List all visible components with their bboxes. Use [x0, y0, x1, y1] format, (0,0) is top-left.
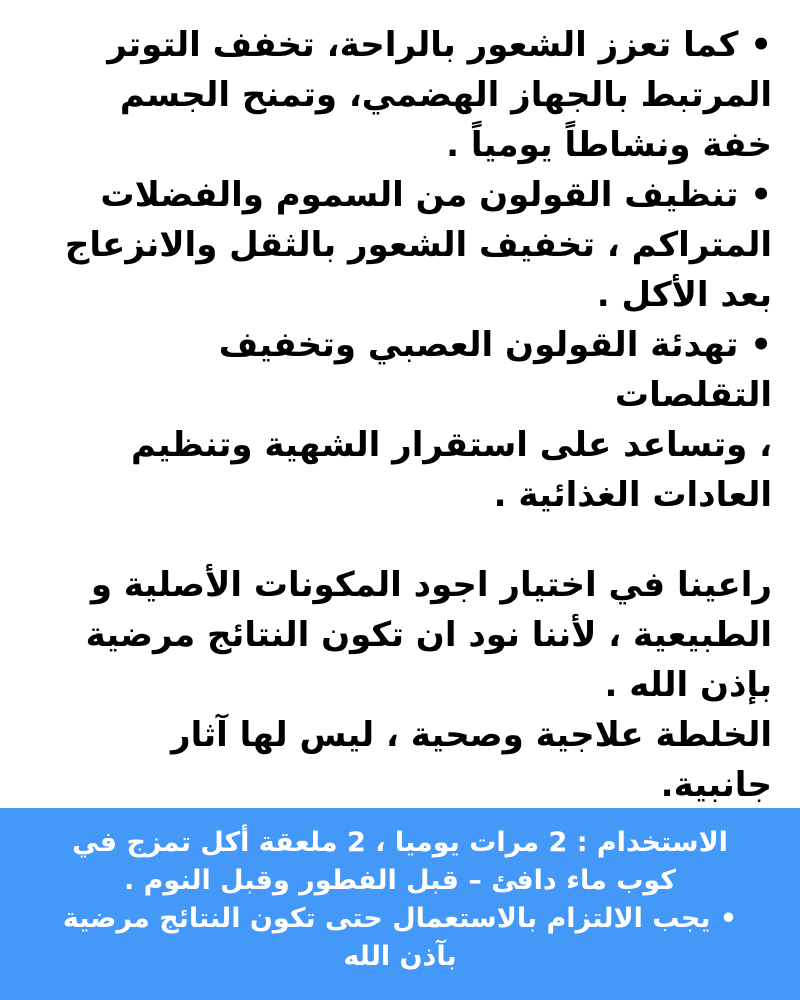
text-line: المتراكم ، تخفيف الشعور بالثقل والانزعاج — [64, 225, 772, 265]
benefit-bullet-ibs-calming — [50, 320, 772, 520]
text-line: العادات الغذائية . — [493, 475, 772, 515]
text-line: بإذن الله . — [604, 665, 772, 705]
text-line: كوب ماء دافئ – قبل الفطور وقبل النوم . — [123, 865, 677, 896]
text-line: خفة ونشاطاً يومياً . — [446, 125, 772, 165]
text-line: المرتبط بالجهاز الهضمي، وتمنح الجسم — [119, 75, 772, 115]
quality-note-paragraph — [50, 560, 772, 710]
text-line: • كما تعزز الشعور بالراحة، تخفف التوتر — [107, 25, 772, 65]
text-line: جانبية. — [660, 765, 772, 805]
text-line: ، وتساعد على استقرار الشهية وتنظيم — [131, 425, 772, 465]
text-line: الخلطة علاجية وصحية ، ليس لها آثار — [171, 715, 772, 755]
text-line: الاستخدام : 2 مرات يوميا ، 2 ملعقة أكل تمزج في — [72, 827, 728, 858]
benefit-bullet-colon-cleanse — [50, 170, 772, 320]
usage-instructions-banner — [0, 808, 800, 1000]
text-line: • يجب الالتزام بالاستعمال حتى تكون النتائج مرضية — [62, 903, 738, 934]
text-line: راعينا في اختيار اجود المكونات الأصلية و — [90, 565, 772, 605]
usage-instructions-text — [0, 824, 800, 976]
text-line: • تهدئة القولون العصبي وتخفيف التقلصات — [218, 325, 772, 415]
benefit-bullet-comfort — [50, 20, 772, 170]
text-line: الطبيعية ، لأننا نود ان تكون النتائج مرضية — [85, 615, 772, 655]
text-line: بعد الأكل . — [596, 275, 772, 315]
safety-note-paragraph — [50, 710, 772, 810]
text-line: • تنظيف القولون من السموم والفضلات — [100, 175, 772, 215]
text-line: بآذن الله — [343, 941, 457, 972]
